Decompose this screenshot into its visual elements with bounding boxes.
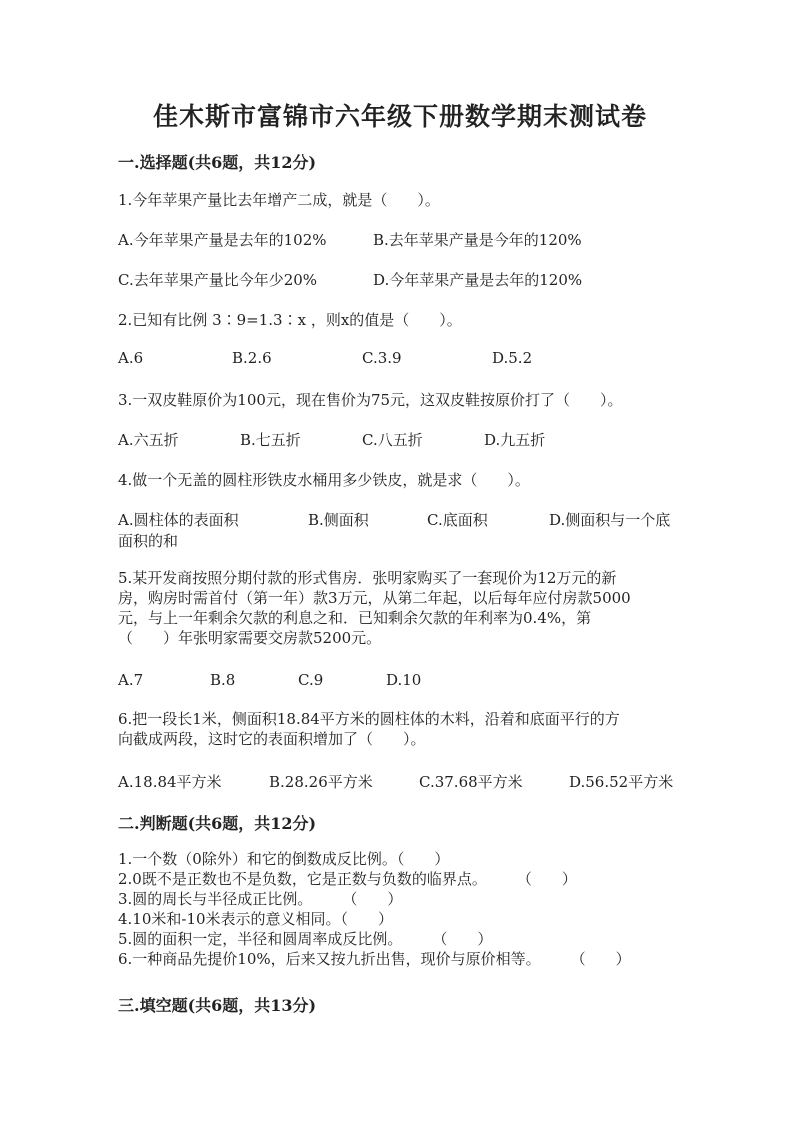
question-5-text <box>118 568 684 648</box>
question-5-line-1: 5.某开发商按照分期付款的形式售房．张明家购买了一套现价为12万元的新 <box>118 569 617 587</box>
question-2-option-d: D.5.2 <box>492 349 533 367</box>
question-1-option-a: A.今年苹果产量是去年的102% <box>118 231 327 249</box>
question-4-option-d: D.侧面积与一个底 <box>549 511 671 529</box>
question-6-line-1: 6.把一段长1米，侧面积18.84平方米的圆柱体的木料，沿着和底面平行的方 <box>118 710 620 728</box>
question-3-options <box>118 429 688 451</box>
question-1-options-row2 <box>118 269 688 291</box>
question-3-option-c: C.八五折 <box>362 431 423 449</box>
question-5-option-b: B.8 <box>210 671 236 689</box>
question-2-option-b: B.2.6 <box>232 349 272 367</box>
question-6-options <box>118 771 688 793</box>
question-3-text: 3.一双皮鞋原价为100元，现在售价为75元，这双皮鞋按原价打了（ ）。 <box>118 391 623 409</box>
exam-title: 佳木斯市富锦市六年级下册数学期末测试卷 <box>152 102 647 131</box>
question-1-option-c: C.去年苹果产量比今年少20% <box>118 271 318 289</box>
section-heading-fill-in-blank: 三.填空题(共6题，共13分) <box>118 996 317 1015</box>
question-5-option-a: A.7 <box>118 671 144 689</box>
question-3-option-d: D.九五折 <box>484 431 546 449</box>
question-6-option-d: D.56.52平方米 <box>569 773 674 791</box>
question-2-option-c: C.3.9 <box>362 349 402 367</box>
question-4-text: 4.做一个无盖的圆柱形铁皮水桶用多少铁皮，就是求（ ）。 <box>118 471 530 489</box>
question-4-option-c: C.底面积 <box>427 511 488 529</box>
question-5-option-c: C.9 <box>298 671 324 689</box>
question-5-option-d: D.10 <box>386 671 422 689</box>
question-2-text: 2.已知有比例 3∶9=1.3∶x ，则x的值是（ ）。 <box>118 311 462 329</box>
question-1-option-b: B.去年苹果产量是今年的120% <box>373 231 582 249</box>
question-5-line-3: 元，与上一年剩余欠款的利息之和．已知剩余欠款的年利率为0.4%，第 <box>118 609 592 627</box>
question-6-text <box>118 709 684 749</box>
question-4-option-b: B.侧面积 <box>308 511 369 529</box>
question-1-option-d: D.今年苹果产量是去年的120% <box>373 271 583 289</box>
question-6-option-b: B.28.26平方米 <box>269 773 373 791</box>
question-4-option-d-continued: 面积的和 <box>118 532 179 550</box>
question-4-option-a: A.圆柱体的表面积 <box>118 511 239 529</box>
true-false-item-5: 5.圆的面积一定，半径和圆周率成反比例。 （ ） <box>118 930 493 948</box>
question-2-options <box>118 349 688 371</box>
question-4-options <box>118 509 688 531</box>
true-false-item-4: 4.10米和-10米表示的意义相同。（ ） <box>118 910 394 928</box>
true-false-item-6: 6.一种商品先提价10%，后来又按九折出售，现价与原价相等。 （ ） <box>118 950 631 968</box>
section-heading-true-false: 二.判断题(共6题，共12分) <box>118 814 317 833</box>
question-1-text: 1.今年苹果产量比去年增产二成，就是（ ）。 <box>118 191 440 209</box>
section-heading-multiple-choice: 一.选择题(共6题，共12分) <box>118 153 317 172</box>
true-false-item-2: 2.0既不是正数也不是负数，它是正数与负数的临界点。 （ ） <box>118 870 577 888</box>
question-6-option-a: A.18.84平方米 <box>118 773 222 791</box>
question-2-option-a: A.6 <box>118 349 144 367</box>
question-5-line-2: 房，购房时需首付（第一年）款3万元，从第二年起，以后每年应付房款5000 <box>118 589 631 607</box>
question-6-option-c: C.37.68平方米 <box>419 773 523 791</box>
question-3-option-b: B.七五折 <box>240 431 301 449</box>
question-3-option-a: A.六五折 <box>118 431 179 449</box>
question-6-line-2: 向截成两段，这时它的表面积增加了（ ）。 <box>118 730 426 748</box>
true-false-item-1: 1.一个数（0除外）和它的倒数成反比例。（ ） <box>118 850 450 868</box>
true-false-item-3: 3.圆的周长与半径成正比例。 （ ） <box>118 890 403 908</box>
true-false-list <box>118 849 631 969</box>
question-5-options <box>118 671 688 693</box>
question-5-line-4: （ ）年张明家需要交房款5200元。 <box>118 629 382 647</box>
question-1-options <box>118 229 688 251</box>
